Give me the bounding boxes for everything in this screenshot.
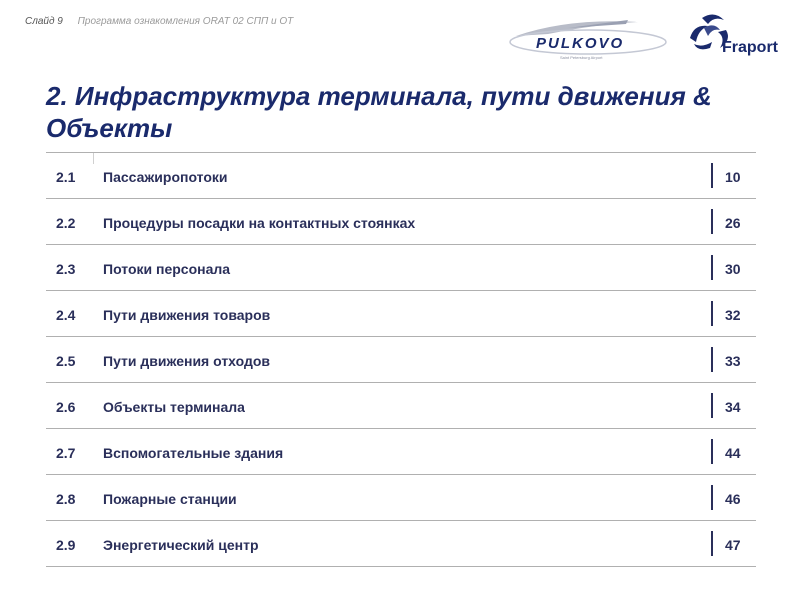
toc-number: 2.6 <box>56 399 76 415</box>
toc-number: 2.4 <box>56 307 76 323</box>
toc-label: Пути движения товаров <box>103 307 271 323</box>
toc-page-number: 30 <box>725 261 741 277</box>
toc-row[interactable] <box>46 291 756 337</box>
toc-row[interactable] <box>46 521 756 567</box>
page-divider <box>711 393 713 418</box>
toc-number: 2.9 <box>56 537 76 553</box>
toc-row[interactable] <box>46 475 756 521</box>
toc-number: 2.8 <box>56 491 76 507</box>
toc-row[interactable] <box>46 245 756 291</box>
toc-number: 2.3 <box>56 261 76 277</box>
toc-number: 2.7 <box>56 445 76 461</box>
toc-label: Объекты терминала <box>103 399 245 415</box>
pulkovo-subtitle: Saint Petersburg Airport <box>560 55 603 60</box>
toc-page-number: 34 <box>725 399 741 415</box>
program-name: Программа ознакомления ORAT 02 СПП и ОТ <box>77 16 294 27</box>
toc-page-number: 46 <box>725 491 741 507</box>
page-title: 2. Инфраструктура терминала, пути движения & Объекты <box>46 81 712 143</box>
toc-page-number: 47 <box>725 537 741 553</box>
page-divider <box>711 347 713 372</box>
page-divider <box>711 209 713 234</box>
toc-row[interactable] <box>46 383 756 429</box>
page-divider <box>711 163 713 188</box>
toc-label: Пути движения отходов <box>103 353 271 369</box>
toc-page-number: 10 <box>725 169 741 185</box>
toc-number: 2.5 <box>56 353 76 369</box>
table-of-contents <box>46 152 756 567</box>
toc-row[interactable] <box>46 337 756 383</box>
page-divider <box>711 485 713 510</box>
pulkovo-wordmark: PULKOVO <box>536 35 625 52</box>
pulkovo-logo <box>508 14 668 64</box>
toc-row[interactable] <box>46 153 756 199</box>
toc-page-number: 26 <box>725 215 741 231</box>
page-divider <box>711 301 713 326</box>
toc-label: Потоки персонала <box>103 261 231 277</box>
toc-label: Пожарные станции <box>103 491 237 507</box>
toc-number: 2.2 <box>56 215 76 231</box>
header-line <box>25 16 293 27</box>
toc-row[interactable] <box>46 199 756 245</box>
slide-number: Слайд 9 <box>25 16 63 27</box>
toc-label: Энергетический центр <box>103 537 259 553</box>
toc-label: Пассажиропотоки <box>103 169 228 185</box>
page-divider <box>711 255 713 280</box>
fraport-logo <box>680 8 792 64</box>
toc-page-number: 44 <box>725 445 741 461</box>
page-divider <box>711 439 713 464</box>
toc-label: Процедуры посадки на контактных стоянках <box>103 215 416 231</box>
toc-number: 2.1 <box>56 169 76 185</box>
fraport-wordmark: Fraport <box>722 39 778 56</box>
toc-page-number: 33 <box>725 353 741 369</box>
toc-row[interactable] <box>46 429 756 475</box>
toc-label: Вспомогательные здания <box>103 445 284 461</box>
page-divider <box>711 531 713 556</box>
toc-page-number: 32 <box>725 307 741 323</box>
